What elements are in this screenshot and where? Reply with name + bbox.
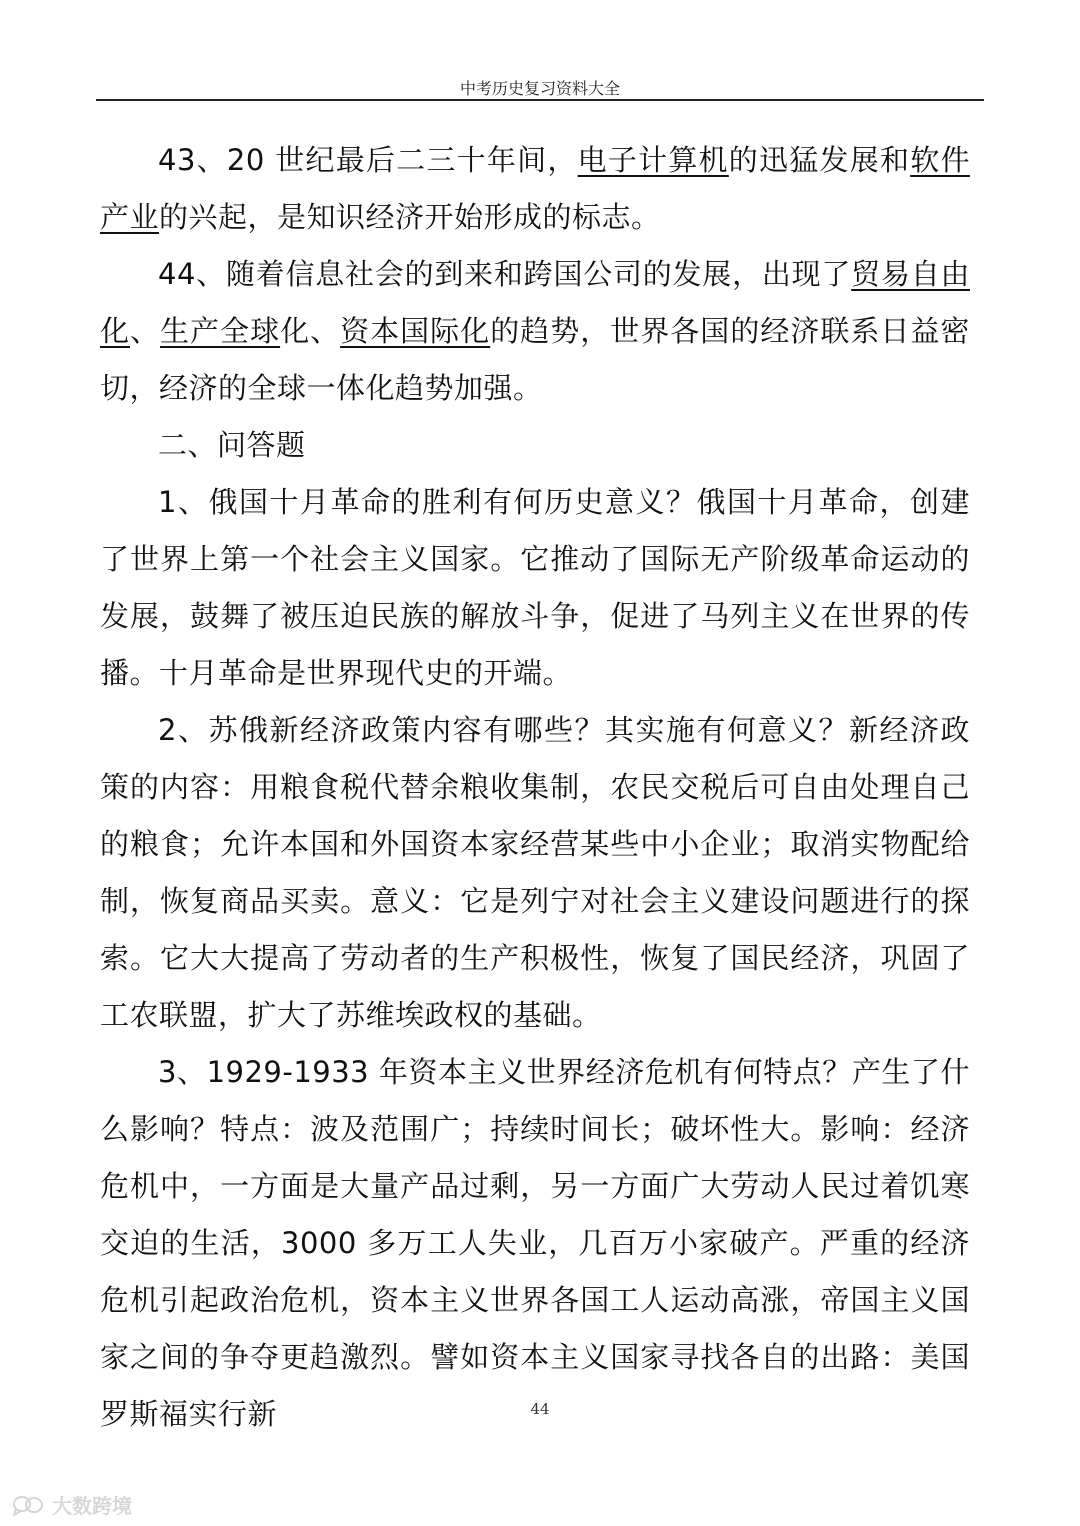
underlined-term: 软件产业 xyxy=(100,143,970,234)
document-body xyxy=(100,132,970,1443)
header-divider xyxy=(96,99,984,101)
underlined-term: 资本国际化 xyxy=(340,314,491,348)
text-run: 的趋势，世界各国的经济联系日益密切，经济的全球一体化趋势加强。 xyxy=(100,314,970,405)
underlined-term: 贸易自由化 xyxy=(100,257,970,348)
text-run: 43、20 世纪最后二三十年间， xyxy=(158,143,578,177)
chat-bubble-logo-icon xyxy=(12,1494,48,1516)
paragraph xyxy=(100,417,970,474)
underlined-term: 生产全球 xyxy=(160,314,281,348)
text-run: 的迅猛发展和 xyxy=(728,143,911,177)
text-run: 、 xyxy=(130,314,161,348)
watermark-text: 大数跨境 xyxy=(52,1494,132,1518)
paragraph xyxy=(100,1044,970,1443)
paragraph xyxy=(100,702,970,1044)
page-number: 44 xyxy=(530,1400,550,1418)
text-run: 44、随着信息社会的到来和跨国公司的发展，出现了 xyxy=(158,257,852,291)
paragraph xyxy=(100,132,970,246)
underlined-term: 电子计算机 xyxy=(577,143,729,177)
paragraph xyxy=(100,474,970,702)
text-run: 3、1929-1933 年资本主义世界经济危机有何特点？产生了什么影响？特点：波及范围广；持续时间长；破坏性大。影响：经济危机中，一方面是大量产品过剩，另一方面广大劳动人民过着饥寒交迫的生活，3000 多万工人失业，几百万小家破产。严重的经济危机引起政治危机，资本主义世界各国工人运动高涨，帝国主义国家之间的争夺更趋激烈。譬如资本主义国家寻找各自的出路：美国罗斯福实行新 xyxy=(100,1055,970,1431)
text-run: 化、 xyxy=(280,314,341,348)
paragraph xyxy=(100,246,970,417)
text-run: 1、俄国十月革命的胜利有何历史意义？俄国十月革命，创建了世界上第一个社会主义国家。它推动了国际无产阶级革命运动的发展，鼓舞了被压迫民族的解放斗争，促进了马列主义在世界的传播。十月革命是世界现代史的开端。 xyxy=(100,485,970,690)
watermark xyxy=(12,1490,132,1519)
text-run: 二、问答题 xyxy=(158,428,306,462)
text-run: 2、苏俄新经济政策内容有哪些？其实施有何意义？新经济政策的内容：用粮食税代替余粮收集制，农民交税后可自由处理自己的粮食；允许本国和外国资本家经营某些中小企业；取消实物配给制，恢复商品买卖。意义：它是列宁对社会主义建设问题进行的探索。它大大提高了劳动者的生产积极性，恢复了国民经济，巩固了工农联盟，扩大了苏维埃政权的基础。 xyxy=(100,713,970,1032)
page-header-title: 中考历史复习资料大全 xyxy=(459,79,620,98)
text-run: 的兴起，是知识经济开始形成的标志。 xyxy=(159,200,661,234)
